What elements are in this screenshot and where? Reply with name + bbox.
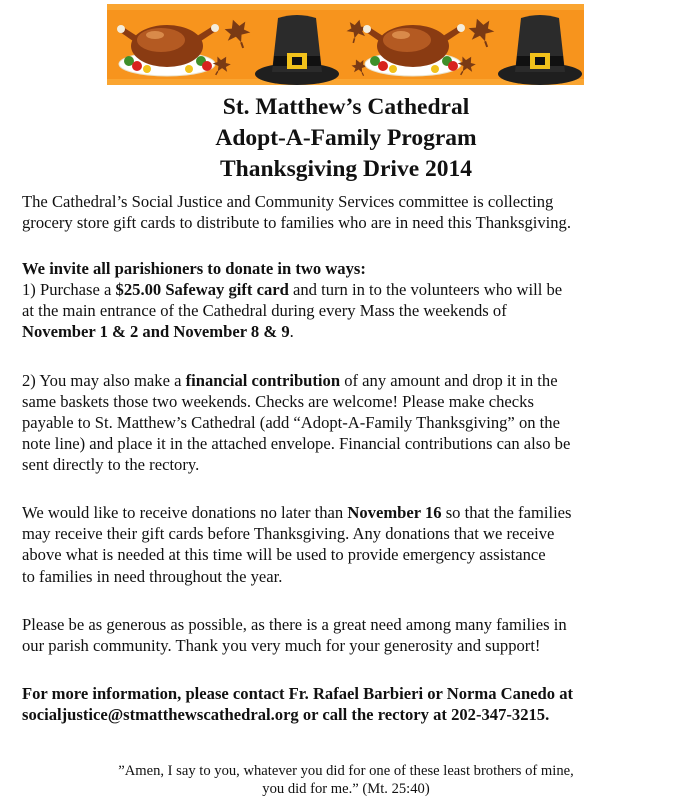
intro-line: The Cathedral’s Social Justice and Community Services committee is collecting — [22, 192, 554, 211]
closing-line: Please be as generous as possible, as there is a great need among many families in — [22, 615, 567, 634]
way2-line — [22, 371, 558, 391]
page-title-line-2: Adopt-A-Family Program — [215, 125, 477, 151]
page-title-line-3: Thanksgiving Drive 2014 — [219, 156, 473, 182]
way1-line — [22, 322, 294, 342]
deadline-line: to families in need throughout the year. — [22, 567, 283, 586]
way2-line: note line) and place it in the attached envelope. Financial contributions can also be — [22, 434, 571, 453]
way2-line: payable to St. Matthew’s Cathedral (add “Adopt-A-Family Thanksgiving” on the — [22, 413, 560, 432]
contact-line: socialjustice@stmatthewscathedral.org or call the rectory at 202-347-3215. — [22, 705, 550, 724]
way2-line: same baskets those two weekends. Checks are welcome! Please make checks — [22, 392, 534, 411]
way1-text: and turn in to the volunteers who will be — [288, 280, 563, 299]
intro-line: grocery store gift cards to distribute to families who are in need this Thanksgiving. — [22, 213, 572, 232]
deadline-text: We would like to receive donations no later than — [22, 503, 348, 522]
collection-dates: November 1 & 2 and November 8 & 9 — [22, 322, 290, 341]
thanksgiving-banner — [107, 4, 584, 85]
way1-line: at the main entrance of the Cathedral during every Mass the weekends of — [22, 301, 507, 320]
financial-contribution: financial contribution — [185, 371, 341, 390]
way2-text: 2) You may also make a — [22, 371, 186, 390]
way1-text: 1) Purchase a — [22, 280, 116, 299]
deadline-line: above what is needed at this time will be used to provide emergency assistance — [22, 545, 546, 564]
deadline-date: November 16 — [347, 503, 442, 522]
gift-card-amount: $25.00 Safeway gift card — [115, 280, 289, 299]
way1-line — [22, 280, 562, 300]
way1-text: . — [289, 322, 294, 341]
closing-line: our parish community. Thank you very much for your generosity and support! — [22, 636, 541, 655]
way2-line: sent directly to the rectory. — [22, 455, 200, 474]
deadline-line — [22, 503, 572, 523]
page-title-line-1: St. Matthew’s Cathedral — [222, 94, 470, 120]
deadline-line: may receive their gift cards before Thanksgiving. Any donations that we receive — [22, 524, 555, 543]
scripture-quote-line: you did for me.” (Mt. 25:40) — [262, 781, 430, 797]
way2-text: of any amount and drop it in the — [340, 371, 558, 390]
contact-line: For more information, please contact Fr. Rafael Barbieri or Norma Canedo at — [22, 684, 574, 703]
invite-heading: We invite all parishioners to donate in two ways: — [22, 259, 366, 278]
deadline-text: so that the families — [441, 503, 572, 522]
scripture-quote-line: ”Amen, I say to you, whatever you did for one of these least brothers of mine, — [118, 763, 574, 779]
